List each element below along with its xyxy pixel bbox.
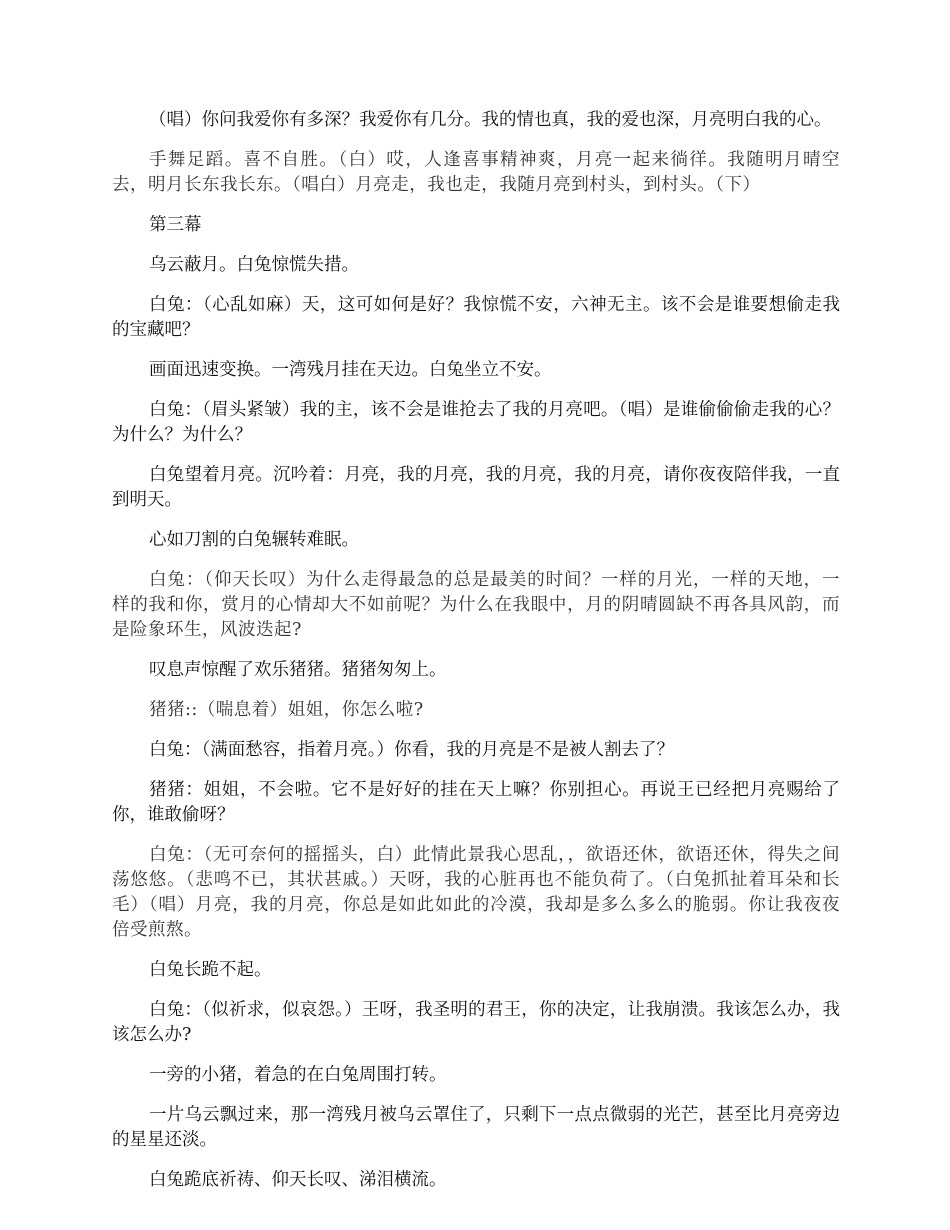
paragraph: 叹息声惊醒了欢乐猪猪。猪猪匆匆上。 — [149, 660, 447, 680]
paragraph: 白兔：（满面愁容，指着月亮。）你看，我的月亮是不是被人割去了？ — [149, 740, 674, 760]
paragraph: 画面迅速变换。一湾残月挂在天边。白兔坐立不安。 — [149, 360, 552, 380]
paragraph: 白兔：（心乱如麻）天，这可如何是好？我惊慌不安，六神无主。该不会是谁要想偷走我的宝藏吧？ — [112, 295, 840, 340]
paragraph: 乌云蔽月。白兔惊慌失措。 — [149, 255, 359, 275]
paragraph: 一片乌云飘过来，那一湾残月被乌云罩住了，只剩下一点点微弱的光芒，甚至比月亮旁边的星星还淡。 — [112, 1105, 840, 1150]
paragraph: 白兔：（无可奈何的摇摇头，白）此情此景我心思乱，，欲语还休，欲语还休，得失之间荡悠悠。（悲鸣不已，其状甚戚。）天呀，我的心脏再也不能负荷了。（白兔抓扯着耳朵和长毛）（唱）月亮，我的月亮，你总是如此如此的冷漠，我却是多么多么的脆弱。你让我夜夜倍受煎熬。 — [112, 845, 840, 940]
paragraph: 白兔：（仰天长叹）为什么走得最急的总是最美的时间？一样的月光，一样的天地，一样的我和你，赏月的心情却大不如前呢？为什么在我眼中，月的阴晴圆缺不再各具风韵，而是险象环生，风波迭起? — [112, 570, 840, 640]
paragraph: 一旁的小猪，着急的在白兔周围打转。 — [149, 1065, 447, 1085]
paragraph: 猪猪::（喘息着）姐姐，你怎么啦? — [149, 700, 424, 720]
paragraph: （唱）你问我爱你有多深？我爱你有几分。我的情也真，我的爱也深，月亮明白我的心。 — [149, 110, 832, 130]
paragraph: 手舞足蹈。喜不自胜。（白）哎，人逢喜事精神爽，月亮一起来徜徉。我随明月晴空去，明月长东我长东。（唱白）月亮走，我也走，我随月亮到村头，到村头。（下） — [112, 150, 840, 195]
paragraph: 猪猪：姐姐，不会啦。它不是好好的挂在天上嘛？你别担心。再说王已经把月亮赐给了你，谁敢偷呀？ — [112, 780, 840, 825]
act-heading: 第三幕 — [149, 215, 202, 235]
paragraph: 心如刀割的白兔辗转难眠。 — [149, 530, 359, 550]
paragraph: 白兔：（眉头紧皱）我的主，该不会是谁抢去了我的月亮吧。（唱）是谁偷偷偷走我的心？为什么？为什么？ — [112, 400, 840, 445]
paragraph: 白兔跪底祈祷、仰天长叹、涕泪横流。 — [149, 1170, 447, 1190]
paragraph: 白兔望着月亮。沉吟着：月亮，我的月亮，我的月亮，我的月亮，请你夜夜陪伴我，一直到明天。 — [112, 465, 840, 510]
document-page — [112, 108, 840, 1208]
paragraph: 白兔长跪不起。 — [149, 960, 272, 980]
paragraph: 白兔：（似祈求，似哀怨。）王呀，我圣明的君王，你的决定，让我崩溃。我该怎么办，我该怎么办? — [112, 1000, 840, 1045]
